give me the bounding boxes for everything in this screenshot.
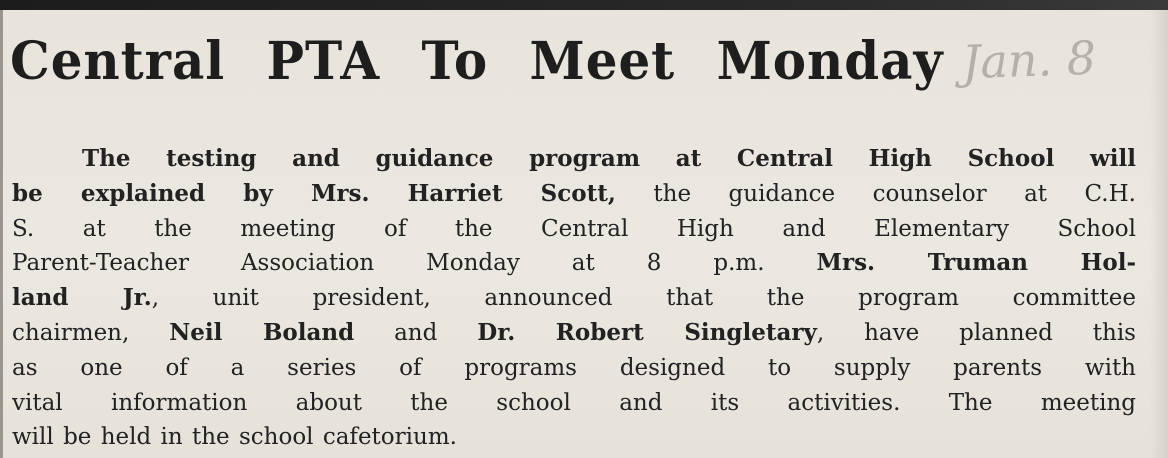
- article-line: [12, 177, 1136, 212]
- text-segment: S. at the meeting of the Central High and Elementary School: [12, 215, 1136, 242]
- text-segment: will be held in the school cafetorium.: [12, 424, 457, 451]
- text-segment: as one of a series of programs designed to supply parents with: [12, 354, 1136, 381]
- text-segment: and: [354, 319, 478, 346]
- bold-text-segment: land Jr.: [12, 284, 152, 312]
- text-segment: , unit president, announced that the program committee: [151, 285, 1136, 312]
- text-segment: the guidance counselor at C.H.: [615, 180, 1136, 207]
- article-line: [12, 420, 1136, 455]
- clipping-left-edge: [0, 10, 3, 458]
- article-line: [12, 142, 1136, 177]
- article-body: [12, 142, 1136, 455]
- article-line: [12, 386, 1136, 421]
- article-line: [12, 246, 1136, 281]
- bold-text-segment: The testing and guidance program at Central High School will: [82, 145, 1136, 172]
- bold-text-segment: Mrs. Harriet Scott,: [310, 179, 616, 207]
- article-line: [12, 316, 1136, 351]
- headline: Central PTA To Meet Monday: [10, 31, 944, 92]
- article-line: [12, 281, 1136, 316]
- text-segment: vital information about the school and its activities. The meeting: [12, 389, 1136, 416]
- bold-text-segment: be explained by: [12, 179, 311, 207]
- clipping-right-edge: [1150, 10, 1168, 458]
- text-segment: , have planned this: [816, 319, 1136, 346]
- handwritten-date-note: Jan. 8: [961, 30, 1097, 90]
- clipping-top-edge: [0, 0, 1168, 10]
- text-segment: chairmen,: [12, 319, 170, 346]
- bold-text-segment: Dr. Robert Singletary: [477, 318, 817, 346]
- article-line: [12, 351, 1136, 386]
- bold-text-segment: Mrs. Truman Hol-: [816, 249, 1136, 277]
- bold-text-segment: Neil Boland: [169, 318, 355, 346]
- text-segment: Parent-Teacher Association Monday at 8 p.m.: [12, 250, 817, 277]
- article-line: [12, 212, 1136, 247]
